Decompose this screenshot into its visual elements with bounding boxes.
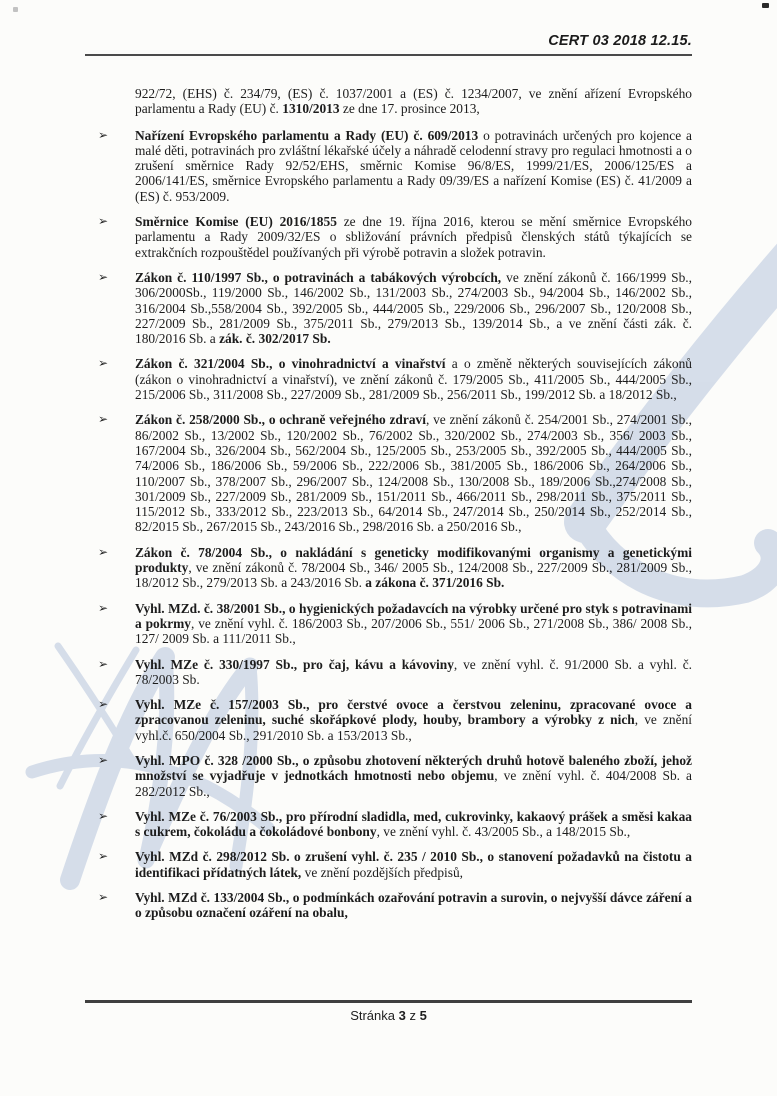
- arrow-bullet-icon: ➢: [98, 890, 109, 905]
- list-item: [97, 545, 692, 591]
- bold-text: Zákon č. 110/1997 Sb., o potravinách a tabákových výrobcích,: [135, 269, 502, 285]
- bold-text: 1310/2013: [282, 101, 340, 117]
- list-item: [97, 657, 692, 688]
- list-item-text: [135, 356, 692, 402]
- bold-text: zák. č. 302/2017 Sb.: [219, 331, 331, 347]
- list-item-text: [135, 412, 692, 534]
- scan-speck-top-left: [13, 7, 18, 12]
- document-body: [97, 86, 692, 931]
- document-reference: CERT 03 2018 12.15.: [548, 33, 692, 49]
- bold-text: 5: [419, 1008, 427, 1023]
- bold-text: Vyhl. MZe č. 76/2003 Sb., pro přírodní sladidla, med, cukrovinky, kakaový prášek a směsi kakaa s cukrem, čokoládu a čokoládové bonbony: [135, 808, 692, 840]
- list-item-text: [135, 753, 692, 799]
- footer: [85, 1008, 692, 1023]
- text: , ve znění zákonů č. 254/2001 Sb., 274/2001 Sb., 86/2002 Sb., 13/2002 Sb., 120/2002 Sb., 76/2002 Sb., 320/2002 Sb., 274/2003 Sb., 356/ 2003 Sb., 167/2004 Sb., 326/2004 Sb., 562/2004 Sb., 125/2005 Sb., 253/2005 Sb., 392/2005 Sb., 444/2005 Sb., 74/2006 Sb., 186/2006 Sb., 59/2006 Sb., 222/2006 Sb., 381/2005 Sb., 186/2006 Sb., 264/2006 Sb., 110/2007 Sb., 378/2007 Sb., 296/2007 Sb., 124/2008 Sb., 130/2008 Sb., 189/2006 Sb.,274/2008 Sb., 301/2009 Sb., 227/2009 Sb., 281/2009 Sb., 151/2011 Sb., 466/2011 Sb., 298/2011 Sb., 375/2011 Sb., 115/2012 Sb., 333/2012 Sb., 223/2013 Sb., 64/2014 Sb., 247/2014 Sb., 250/2014 Sb., 252/2014 Sb., 82/2015 Sb., 267/2015 Sb., 243/2016 Sb., 298/2016 Sb. a 250/2016 Sb.,: [135, 412, 692, 535]
- text: , ve znění vyhl.č. 650/2004 Sb., 291/2010 Sb. a 153/2013 Sb.,: [135, 712, 692, 743]
- list-item: [97, 214, 692, 260]
- list-item-text: [135, 545, 692, 591]
- arrow-bullet-icon: ➢: [98, 697, 109, 712]
- arrow-bullet-icon: ➢: [98, 214, 109, 229]
- list-item-text: [135, 697, 692, 743]
- text: ve znění zákonů č. 166/1999 Sb., 306/2000Sb., 119/2000 Sb., 146/2002 Sb., 131/2003 Sb., 274/2003 Sb., 94/2004 Sb., 146/2002 Sb., 316/2004 Sb.,558/2004 Sb., 392/2005 Sb., 444/2005 Sb., 229/2006 Sb., 296/2007 Sb., 120/2008 Sb., 227/2009 Sb., 281/2009 Sb., 375/2011 Sb., 279/2013 Sb., 139/2014 Sb., a ve znění části zák. č. 180/2016 Sb. a: [135, 269, 692, 347]
- arrow-bullet-icon: ➢: [98, 269, 109, 284]
- arrow-bullet-icon: ➢: [98, 412, 109, 427]
- text: , ve znění vyhl. č. 43/2005 Sb., a 148/2015 Sb.,: [376, 824, 631, 840]
- list-item: [97, 412, 692, 534]
- arrow-bullet-icon: ➢: [98, 849, 109, 864]
- list-item: [97, 809, 692, 840]
- text: a o změně některých souvisejících zákonů (zákon o vinohradnictví a vinařství), ve znění zákonů č. 179/2005 Sb., 411/2005 Sb., 444/2005 Sb., 215/2006 Sb., 311/2008 Sb., 227/2009 Sb., 281/2009 Sb., 256/2011 Sb., 199/2012 Sb. a 18/2012 Sb.,: [135, 356, 692, 403]
- list-item-text: [135, 809, 692, 839]
- list-item: [97, 601, 692, 647]
- bold-text: Vyhl. MZd č. 298/2012 Sb. o zrušení vyhl. č. 235 / 2010 Sb., o stanovení požadavků na čistotu a identifikaci přídatných látek,: [135, 849, 692, 880]
- text: ze dne 19. října 2016, kterou se mění směrnice Evropského parlamentu a Rady 2009/32/ES o sbližování právních předpisů členských států týkajících se extrakčních rozpouštědel používaných při výrobě potravin a složek potravin.: [135, 214, 692, 260]
- text: z: [405, 1008, 420, 1023]
- arrow-bullet-icon: ➢: [98, 356, 109, 371]
- bold-text: Zákon č. 258/2000 Sb., o ochraně veřejného zdraví: [135, 412, 426, 428]
- arrow-bullet-icon: ➢: [98, 127, 109, 142]
- bold-text: Vyhl. MZd. č. 38/2001 Sb., o hygienických požadavcích na výrobky určené pro styk s potravinami a pokrmy: [135, 600, 692, 631]
- list-item-text: [135, 890, 692, 920]
- list-item-text: [135, 214, 692, 260]
- list-item: [97, 356, 692, 402]
- text: , ve znění zákonů č. 78/2004 Sb., 346/ 2005 Sb., 124/2008 Sb., 227/2009 Sb., 281/2009 Sb., 18/2012 Sb., 279/2013 Sb. a 243/2016 Sb.: [135, 560, 692, 591]
- bold-text: Nařízení Evropského parlamentu a Rady (EU) č. 609/2013: [135, 127, 479, 143]
- list-item: [97, 753, 692, 799]
- list-item: [97, 849, 692, 880]
- list-item: [97, 697, 692, 743]
- text: o potravinách určených pro kojence a malé děti, potravinách pro zvláštní lékařské účely a náhradě celodenní stravy pro regulaci hmotnosti a o zrušení směrnice Rady 92/52/EHS, směrnic Komise 96/8/ES, 1999/21/ES, 2006/125/ES a 2006/141/ES, směrnice Evropského parlamentu a Rady 09/39/ES a nařízení Komise (ES) č. 41/2009 a (ES) č. 953/2009.: [135, 127, 692, 204]
- arrow-bullet-icon: ➢: [98, 544, 109, 559]
- text: ve znění pozdějších předpisů,: [301, 864, 464, 880]
- list-item-text: [135, 849, 692, 879]
- bold-text: Vyhl. MPO č. 328 /2000 Sb., o způsobu zhotovení některých druhů hotově baleného zboží, jehož množství se vyjadřuje v jednotkách hmotnosti nebo objemu: [135, 752, 692, 784]
- arrow-bullet-icon: ➢: [98, 808, 109, 823]
- list-item: [97, 890, 692, 921]
- footer-rule: [85, 1000, 692, 1003]
- regulation-list: [97, 128, 692, 921]
- list-item-text: [135, 270, 692, 346]
- header: [85, 33, 692, 56]
- text: ze dne 17. prosince 2013,: [339, 101, 480, 117]
- text: Stránka: [350, 1008, 399, 1023]
- bold-text: 3: [398, 1008, 406, 1023]
- scan-speck-top-right: [762, 3, 769, 8]
- list-item: [97, 270, 692, 346]
- bold-text: Vyhl. MZe č. 157/2003 Sb., pro čerstvé ovoce a čerstvou zeleninu, zpracované ovoce a zpracovanou zeleninu, suché skořápkové plody, houby, brambory a výrobky z nich: [135, 697, 692, 728]
- text: , ve znění vyhl. č. 91/2000 Sb. a vyhl. č. 78/2003 Sb.: [135, 656, 692, 687]
- list-item: [97, 128, 692, 204]
- arrow-bullet-icon: ➢: [98, 656, 109, 671]
- list-item-text: [135, 601, 692, 647]
- bold-text: Vyhl. MZe č. 330/1997 Sb., pro čaj, kávu a kávoviny: [135, 656, 454, 672]
- bold-text: Zákon č. 78/2004 Sb., o nakládání s geneticky modifikovanými organismy a genetickými produkty: [135, 544, 692, 576]
- page-number: [350, 1008, 427, 1023]
- text: 922/72, (EHS) č. 234/79, (ES) č. 1037/2001 a (ES) č. 1234/2007, ve znění ařízení Evropského parlamentu a Rady (EU) č.: [135, 86, 692, 117]
- text: , ve znění vyhl. č. 186/2003 Sb., 207/2006 Sb., 551/ 2006 Sb., 271/2008 Sb., 386/ 2008 Sb., 127/ 2009 Sb. a 111/2011 Sb.,: [135, 615, 692, 647]
- intro-paragraph: [135, 86, 692, 117]
- bold-text: a zákona č. 371/2016 Sb.: [365, 575, 505, 591]
- bold-text: Směrnice Komise (EU) 2016/1855: [135, 214, 337, 230]
- list-item-text: [135, 657, 692, 687]
- bold-text: Zákon č. 321/2004 Sb., o vinohradnictví a vinařství: [135, 356, 446, 372]
- arrow-bullet-icon: ➢: [98, 752, 109, 767]
- bold-text: Vyhl. MZd č. 133/2004 Sb., o podmínkách ozařování potravin a surovin, o nejvyšší dávce záření a o způsobu označení ozáření na obalu,: [135, 890, 692, 921]
- arrow-bullet-icon: ➢: [98, 600, 109, 615]
- text: , ve znění vyhl. č. 404/2008 Sb. a 282/2012 Sb.,: [135, 768, 692, 799]
- list-item-text: [135, 128, 692, 204]
